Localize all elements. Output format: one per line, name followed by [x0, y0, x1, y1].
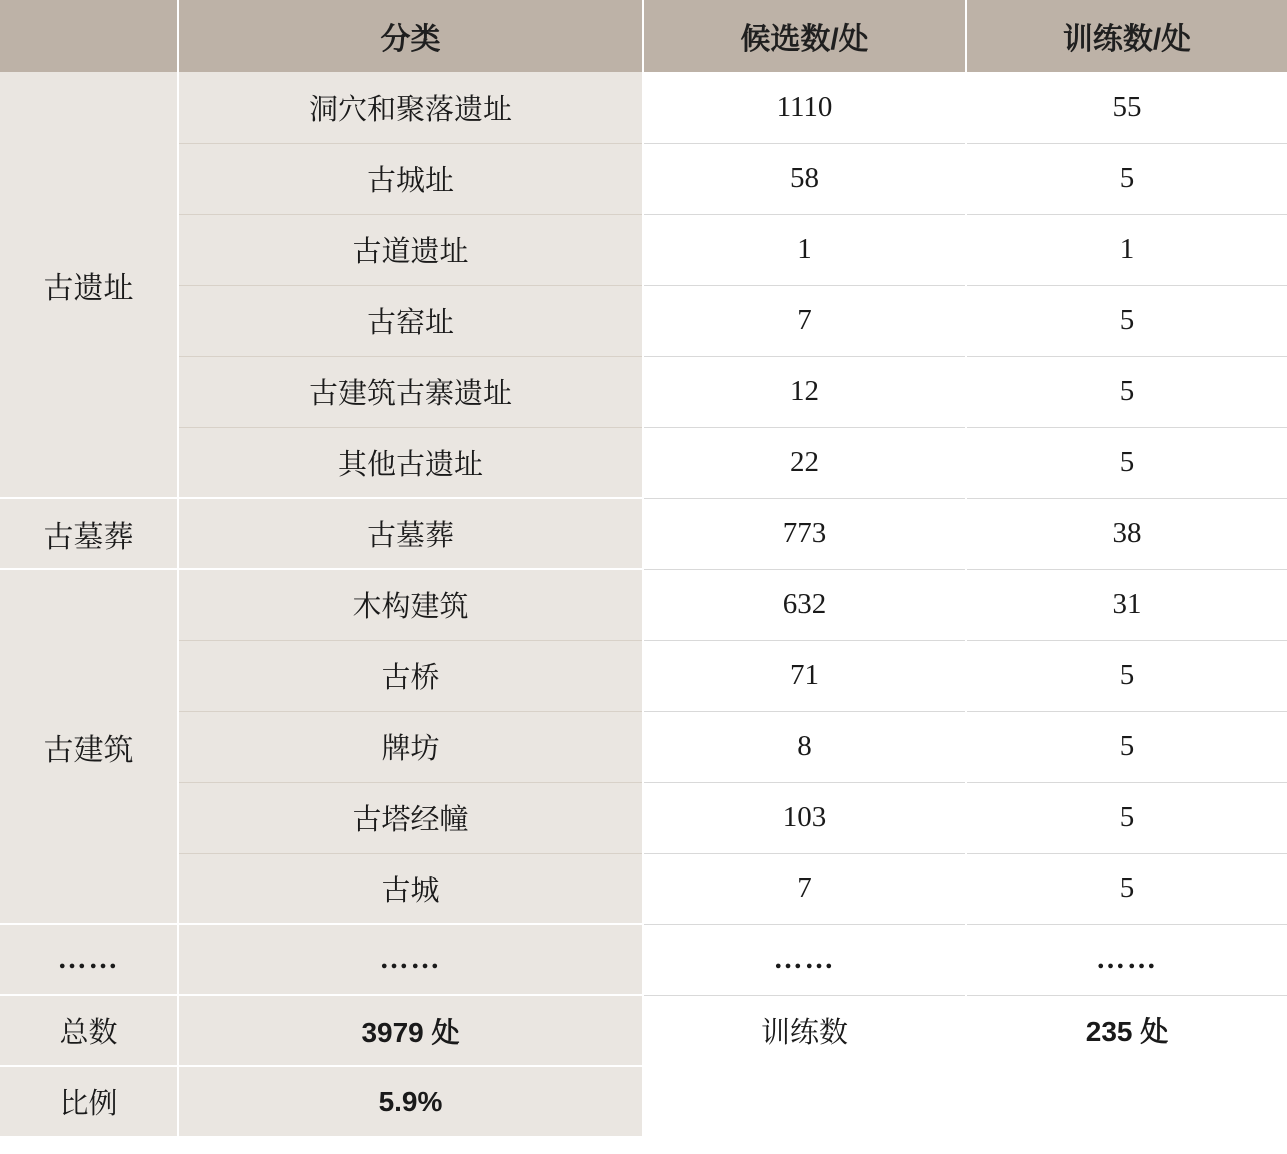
candidate-value: 7 — [643, 285, 966, 356]
ellipsis-train: …… — [966, 924, 1287, 995]
total-candidate-label: 训练数 — [643, 995, 966, 1066]
candidate-value: 22 — [643, 427, 966, 498]
table-row — [0, 498, 1287, 569]
group-label-ancient-ruins: 古遗址 — [0, 72, 178, 498]
table-header-row — [0, 0, 1287, 72]
train-value: 5 — [966, 356, 1287, 427]
subcategory-label: 古桥 — [178, 640, 643, 711]
total-train-value: 235 处 — [966, 995, 1287, 1066]
train-value: 38 — [966, 498, 1287, 569]
table-row — [0, 711, 1287, 782]
train-value: 55 — [966, 72, 1287, 143]
table-row-ratio — [0, 1066, 1287, 1137]
group-label-ancient-tombs: 古墓葬 — [0, 498, 178, 569]
header-blank — [0, 0, 178, 72]
table-row — [0, 640, 1287, 711]
table-row — [0, 214, 1287, 285]
header-category: 分类 — [178, 0, 643, 72]
train-value: 5 — [966, 285, 1287, 356]
train-value: 5 — [966, 853, 1287, 924]
subcategory-label: 牌坊 — [178, 711, 643, 782]
table-header — [0, 0, 1287, 72]
subcategory-label: 古塔经幢 — [178, 782, 643, 853]
table-body — [0, 72, 1287, 1137]
ellipsis-candidate: …… — [643, 924, 966, 995]
subcategory-label: 古城址 — [178, 143, 643, 214]
table-row — [0, 285, 1287, 356]
candidate-value: 7 — [643, 853, 966, 924]
candidate-value: 632 — [643, 569, 966, 640]
subcategory-label: 古道遗址 — [178, 214, 643, 285]
candidate-value: 12 — [643, 356, 966, 427]
table-row — [0, 853, 1287, 924]
train-value: 5 — [966, 711, 1287, 782]
subcategory-label: 古建筑古寨遗址 — [178, 356, 643, 427]
ellipsis-group: …… — [0, 924, 178, 995]
subcategory-label: 洞穴和聚落遗址 — [178, 72, 643, 143]
subcategory-label: 古墓葬 — [178, 498, 643, 569]
candidate-value: 773 — [643, 498, 966, 569]
candidate-value: 1110 — [643, 72, 966, 143]
train-value: 5 — [966, 427, 1287, 498]
train-value: 5 — [966, 640, 1287, 711]
ratio-train-empty — [966, 1066, 1287, 1137]
subcategory-label: 木构建筑 — [178, 569, 643, 640]
subcategory-label: 其他古遗址 — [178, 427, 643, 498]
group-label-ancient-architecture: 古建筑 — [0, 569, 178, 924]
ratio-value: 5.9% — [178, 1066, 643, 1137]
candidate-value: 8 — [643, 711, 966, 782]
table-row — [0, 143, 1287, 214]
table-row — [0, 569, 1287, 640]
train-value: 1 — [966, 214, 1287, 285]
header-candidate-count: 候选数/处 — [643, 0, 966, 72]
candidate-value: 58 — [643, 143, 966, 214]
train-value: 5 — [966, 782, 1287, 853]
candidate-value: 1 — [643, 214, 966, 285]
subcategory-label: 古窑址 — [178, 285, 643, 356]
total-label: 总数 — [0, 995, 178, 1066]
candidate-value: 103 — [643, 782, 966, 853]
ellipsis-subcategory: …… — [178, 924, 643, 995]
subcategory-label: 古城 — [178, 853, 643, 924]
table-row-ellipsis — [0, 924, 1287, 995]
candidate-value: 71 — [643, 640, 966, 711]
table-row-total — [0, 995, 1287, 1066]
table-row — [0, 356, 1287, 427]
train-value: 31 — [966, 569, 1287, 640]
table-row — [0, 427, 1287, 498]
ratio-label: 比例 — [0, 1066, 178, 1137]
ratio-candidate-empty — [643, 1066, 966, 1137]
header-train-count: 训练数/处 — [966, 0, 1287, 72]
table-row — [0, 782, 1287, 853]
table-row — [0, 72, 1287, 143]
train-value: 5 — [966, 143, 1287, 214]
total-value: 3979 处 — [178, 995, 643, 1066]
